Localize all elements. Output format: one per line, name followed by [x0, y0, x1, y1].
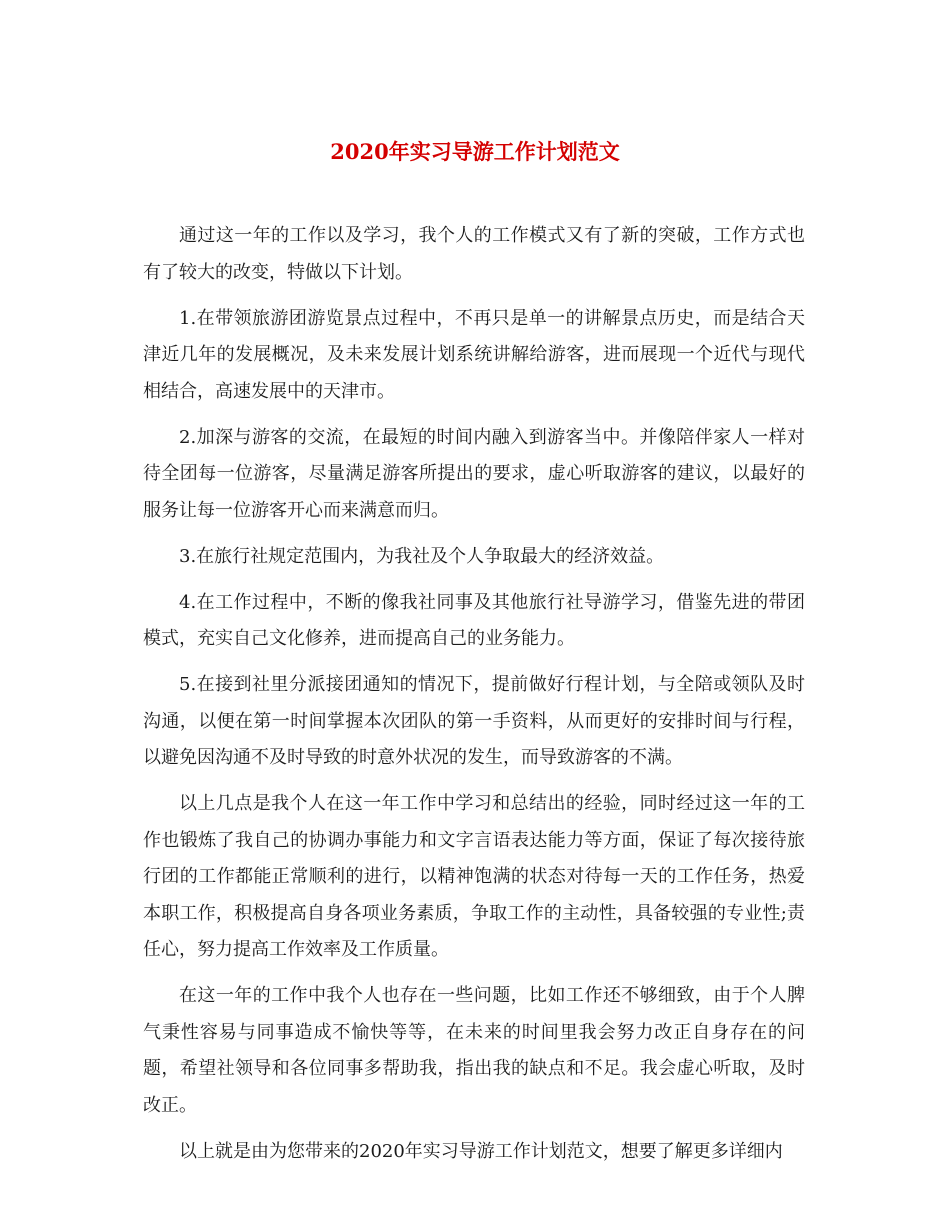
- paragraph-item-5: 5.在接到社里分派接团通知的情况下，提前做好行程计划，与全陪或领队及时沟通，以便在第一时间掌握本次团队的第一手资料，从而更好的安排时间与行程，以避免因沟通不及时导致的时意外状况的发生，而导致游客的不满。: [143, 674, 805, 768]
- paragraph-item-2: 2.加深与游客的交流，在最短的时间内融入到游客当中。并像陪伴家人一样对待全团每一位游客，尽量满足游客所提出的要求，虚心听取游客的建议，以最好的服务让每一位游客开心而来满意而归。: [143, 426, 805, 521]
- paragraph-summary: 以上几点是我个人在这一年工作中学习和总结出的经验，同时经过这一年的工作也锻炼了我自己的协调办事能力和文字言语表达能力等方面，保证了每次接待旅行团的工作都能正常顺利的进行，以精神饱满的状态对待每一天的工作任务，热爱本职工作，积极提高自身各项业务素质，争取工作的主动性，具备较强的专业性;责任心，努力提高工作效率及工作质量。: [143, 793, 805, 960]
- paragraph-item-4: 4.在工作过程中，不断的像我社同事及其他旅行社导游学习，借鉴先进的带团模式，充实自己文化修养，进而提高自己的业务能力。: [143, 591, 805, 649]
- paragraph-problems: 在这一年的工作中我个人也存在一些问题，比如工作还不够细致，由于个人脾气秉性容易与同事造成不愉快等等，在未来的时间里我会努力改正自身存在的问题，希望社领导和各位同事多帮助我，指出我的缺点和不足。我会虚心听取，及时改正。: [143, 985, 805, 1116]
- paragraph-intro: 通过这一年的工作以及学习，我个人的工作模式又有了新的突破，工作方式也有了较大的改变，特做以下计划。: [143, 225, 805, 283]
- paragraph-item-3: 3.在旅行社规定范围内，为我社及个人争取最大的经济效益。: [179, 545, 665, 567]
- paragraph-item-1: 1.在带领旅游团游览景点过程中，不再只是单一的讲解景点历史，而是结合天津近几年的发展概况，及未来发展计划系统讲解给游客，进而展现一个近代与现代相结合，高速发展中的天津市。: [143, 307, 805, 402]
- document-body: [143, 218, 805, 1180]
- document-title: 2020年实习导游工作计划范文: [330, 139, 620, 164]
- paragraph-closing: 以上就是由为您带来的2020年实习导游工作计划范文，想要了解更多详细内: [179, 1140, 783, 1162]
